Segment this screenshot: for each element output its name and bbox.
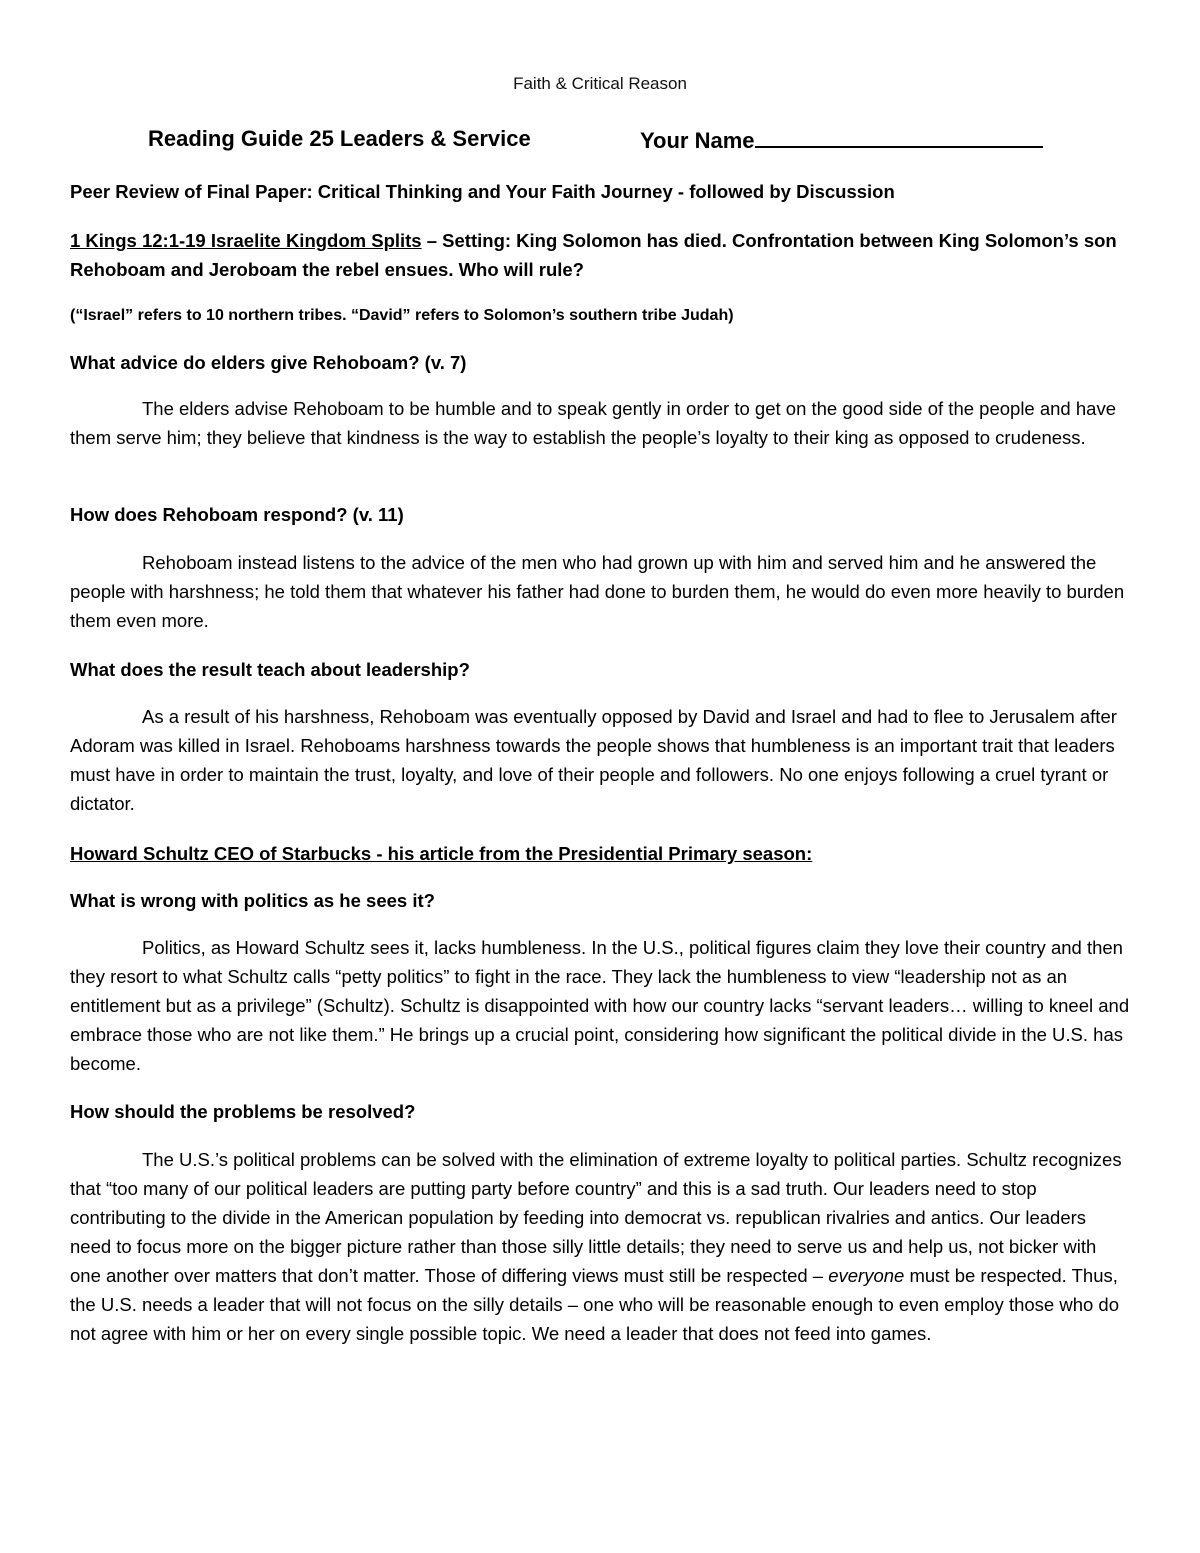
tribes-note: (“Israel” refers to 10 northern tribes. “David” refers to Solomon’s southern tribe Judah) xyxy=(70,307,734,324)
answer-rehoboam-response: Rehoboam instead listens to the advice of the men who had grown up with him and served him and he answered the people with harshness; he told them that whatever his father had done to burden them, he would do even more heavily to burden them even more. xyxy=(70,552,1125,631)
scripture-reference: 1 Kings 12:1-19 Israelite Kingdom Splits xyxy=(70,230,422,251)
answer-part-2: must be respected. Thus, the U.S. needs a leader that will not focus on the silly details – one who will be reasonable enough to even employ those who do not agree with him or her on every single possible topic. We need a leader that does not feed into games. xyxy=(70,1265,1119,1344)
intro-line: Peer Review of Final Paper: Critical Thinking and Your Faith Journey - followed by Discussion xyxy=(70,181,895,202)
answer-problems-resolved xyxy=(70,1145,1132,1348)
emphasis-everyone: everyone xyxy=(828,1265,905,1286)
answer-leadership-lesson: As a result of his harshness, Rehoboam was eventually opposed by David and Israel and had to flee to Jerusalem after Adoram was killed in Israel. Rehoboams harshness towards the people shows that humbleness is an important trait that leaders must have in order to maintain the trust, loyalty, and love of their people and followers. No one enjoys following a cruel tyrant or dictator. xyxy=(70,706,1117,814)
question-leadership-lesson: What does the result teach about leadership? xyxy=(70,659,470,680)
name-label: Your Name xyxy=(640,128,755,153)
question-rehoboam-response: How does Rehoboam respond? (v. 11) xyxy=(70,504,404,525)
answer-elders-advice: The elders advise Rehoboam to be humble and to speak gently in order to get on the good side of the people and have them serve him; they believe that kindness is the way to establish the people’s loyalty to their king as opposed to crudeness. xyxy=(70,398,1116,448)
setting-text: – Setting: King Solomon has died. Confrontation between King Solomon’s son Rehoboam and Jeroboam the rebel ensues. Who will rule? xyxy=(70,230,1117,280)
question-elders-advice: What advice do elders give Rehoboam? (v. 7) xyxy=(70,352,467,373)
section2-heading: Howard Schultz CEO of Starbucks - his article from the Presidential Primary season: xyxy=(70,843,813,864)
page-title: Reading Guide 25 Leaders & Service xyxy=(148,126,531,151)
answer-part-1: The U.S.’s political problems can be solved with the elimination of extreme loyalty to political parties. Schultz recognizes that “too many of our political leaders are putting party before country” and this is a sad truth. Our leaders need to stop contributing to the divide in the American population by feeding into democrat vs. republican rivalries and antics. Our leaders need to focus more on the bigger picture rather than those silly little details; they need to serve us and help us, not bicker with one another over matters that don’t matter. Those of differing views must still be respected – xyxy=(70,1149,1122,1286)
name-blank-line xyxy=(755,126,1043,148)
question-politics-wrong: What is wrong with politics as he sees it? xyxy=(70,890,435,911)
question-problems-resolved: How should the problems be resolved? xyxy=(70,1101,416,1122)
answer-politics-wrong: Politics, as Howard Schultz sees it, lacks humbleness. In the U.S., political figures claim they love their country and then they resort to what Schultz calls “petty politics” to fight in the race. They lack the humbleness to view “leadership not as an entitlement but as a privilege” (Schultz). Schultz is disappointed with how our country lacks “servant leaders… willing to kneel and embrace those who are not like them.” He brings up a crucial point, considering how significant the political divide in the U.S. has become. xyxy=(70,937,1130,1074)
name-field xyxy=(640,126,1043,154)
section1-heading xyxy=(70,226,1132,284)
running-header: Faith & Critical Reason xyxy=(513,74,687,93)
